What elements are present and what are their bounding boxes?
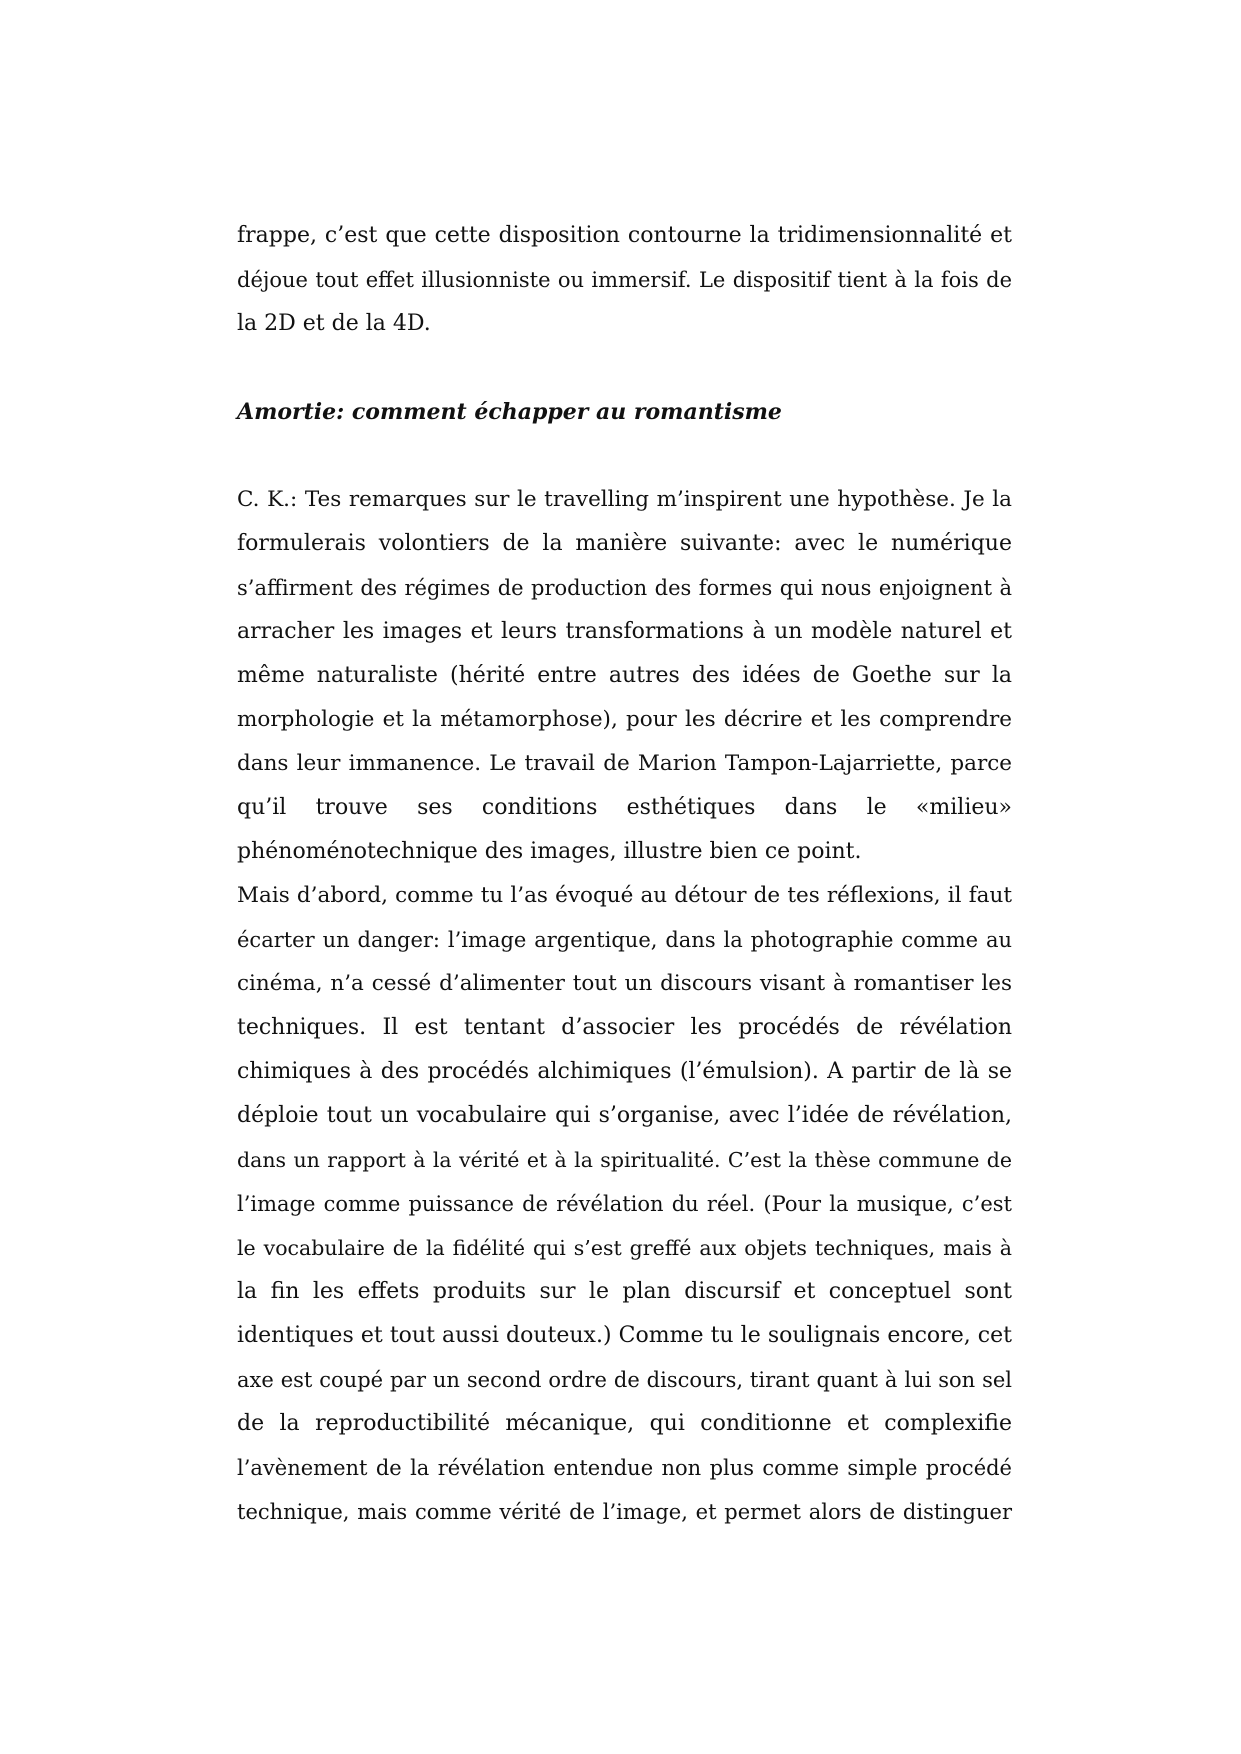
text-line: même naturaliste (hérité entre autres des idées de Goethe sur la	[237, 663, 1012, 688]
text-line: identiques et tout aussi douteux.) Comme tu le soulignais encore, cet	[237, 1323, 1012, 1348]
main-paragraph	[237, 478, 1012, 1534]
text-line: cinéma, n’a cessé d’alimenter tout un discours visant à romantiser les	[237, 971, 1012, 996]
text-line: l’avènement de la révélation entendue non plus comme simple procédé	[237, 1456, 1012, 1480]
text-line: techniques. Il est tentant d’associer les procédés de révélation	[237, 1015, 1012, 1040]
text-line: dans leur immanence. Le travail de Marion Tampon-Lajarriette, parce	[237, 751, 1012, 776]
text-line: la fin les effets produits sur le plan discursif et conceptuel sont	[237, 1279, 1012, 1304]
text-line: formulerais volontiers de la manière suivante: avec le numérique	[237, 531, 1012, 556]
text-line: chimiques à des procédés alchimiques (l’émulsion). A partir de là se	[237, 1059, 1012, 1084]
text-line: phénoménotechnique des images, illustre bien ce point.	[237, 839, 862, 864]
text-line: s’affirment des régimes de production des formes qui nous enjoignent à	[237, 576, 1012, 600]
text-line: morphologie et la métamorphose), pour les décrire et les comprendre	[237, 707, 1012, 732]
text-line: déjoue tout effet illusionniste ou immersif. Le dispositif tient à la fois de	[237, 268, 1012, 292]
text-line: technique, mais comme vérité de l’image, et permet alors de distinguer	[237, 1500, 1012, 1524]
text-line: l’image comme puissance de révélation du réel. (Pour la musique, c’est	[237, 1192, 1012, 1216]
text-line: la 2D et de la 4D.	[237, 311, 431, 336]
text-line: C. K.: Tes remarques sur le travelling m’inspirent une hypothèse. Je la	[237, 487, 1012, 512]
text-line: arracher les images et leurs transformations à un modèle naturel et	[237, 619, 1012, 644]
text-line: frappe, c’est que cette disposition contourne la tridimensionnalité et	[237, 223, 1012, 248]
text-line: qu’il trouve ses conditions esthétiques dans le «milieu»	[237, 795, 1012, 820]
intro-paragraph	[237, 214, 1012, 346]
text-line: dans un rapport à la vérité et à la spiritualité. C’est la thèse commune de	[237, 1148, 1012, 1172]
section-heading: Amortie: comment échapper au romantisme	[237, 399, 782, 425]
text-line: le vocabulaire de la fidélité qui s’est greffé aux objets techniques, mais à	[237, 1236, 1012, 1260]
text-line: Mais d’abord, comme tu l’as évoqué au détour de tes réflexions, il faut	[237, 883, 1012, 908]
text-line: écarter un danger: l’image argentique, dans la photographie comme au	[237, 928, 1012, 952]
text-line: axe est coupé par un second ordre de discours, tirant quant à lui son sel	[237, 1368, 1012, 1392]
text-line: déploie tout un vocabulaire qui s’organise, avec l’idée de révélation,	[237, 1103, 1012, 1128]
text-line: de la reproductibilité mécanique, qui conditionne et complexifie	[237, 1411, 1012, 1436]
